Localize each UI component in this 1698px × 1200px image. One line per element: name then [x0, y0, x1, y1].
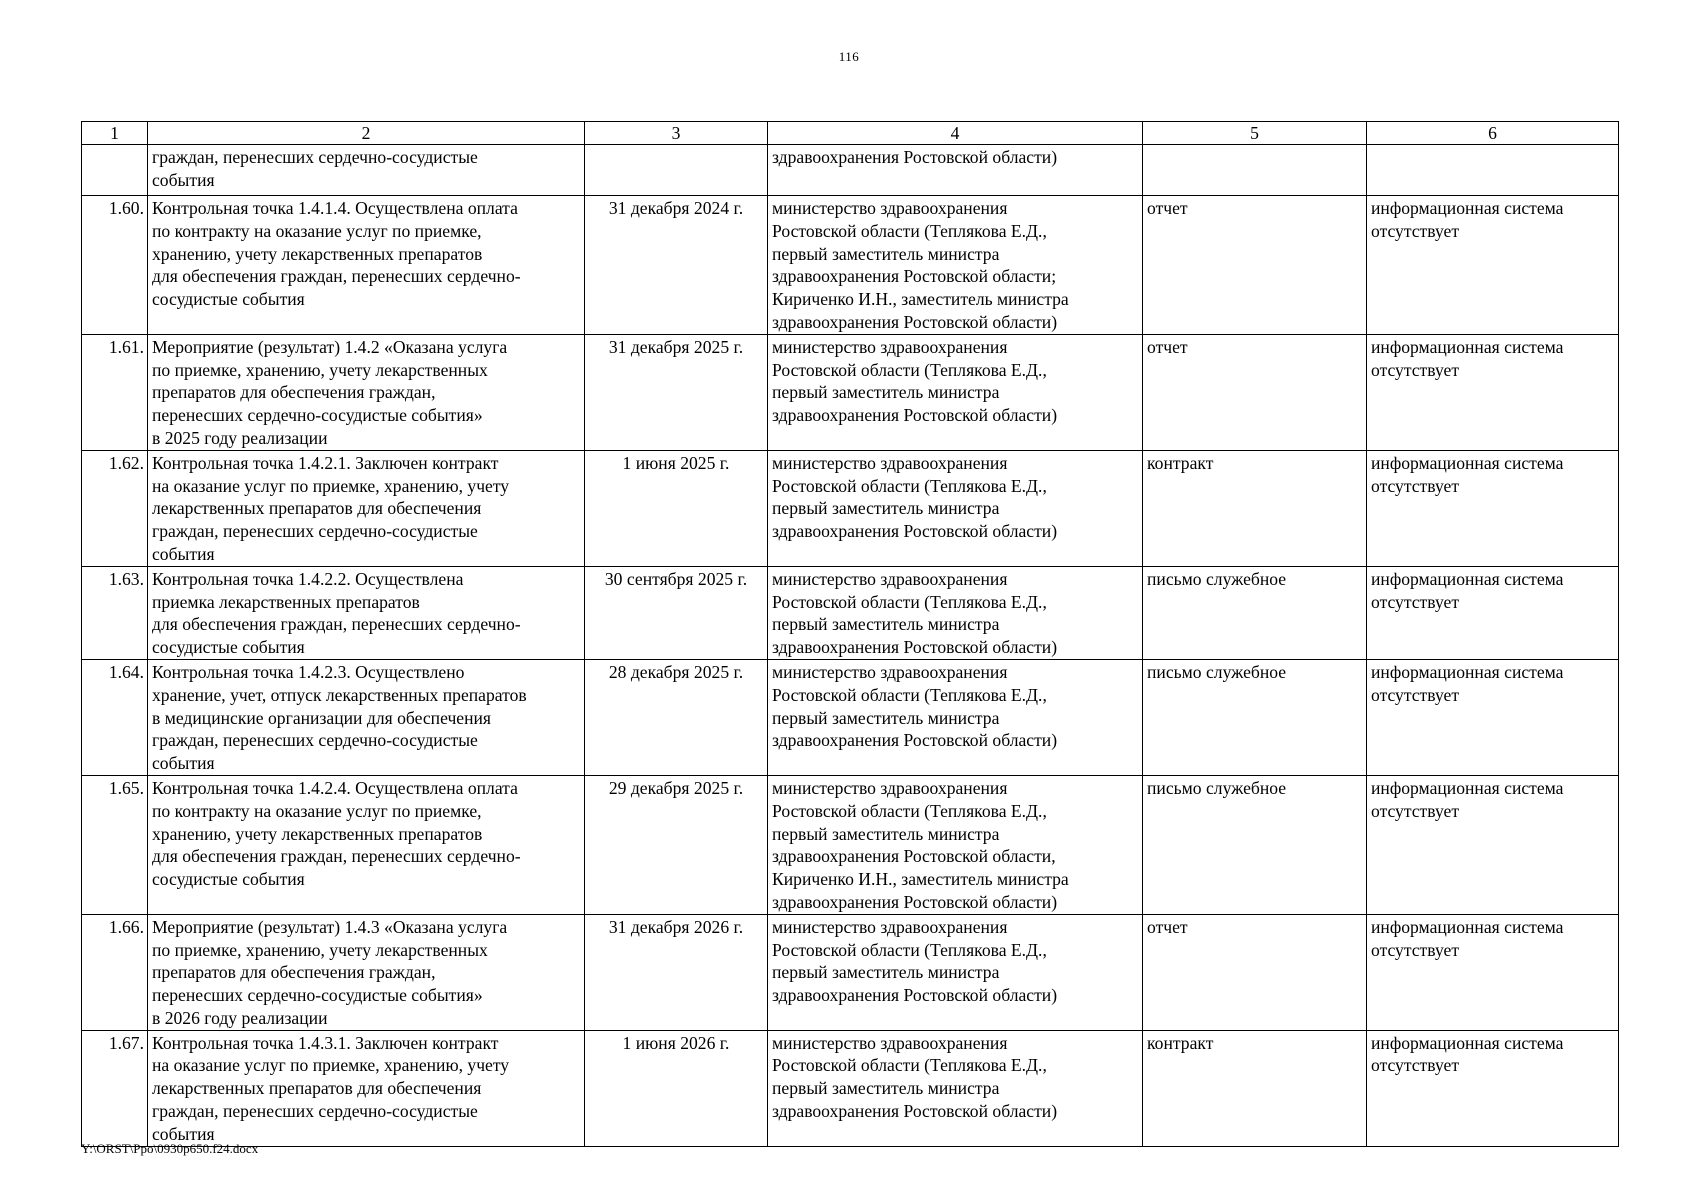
document-type-cell: письмо служебное — [1143, 659, 1367, 775]
date-cell: 1 июня 2026 г. — [585, 1030, 768, 1146]
date-cell: 31 декабря 2025 г. — [585, 334, 768, 450]
event-name-cell: Контрольная точка 1.4.3.1. Заключен контракт на оказание услуг по приемке, хранению, учету лекарственных препаратов для обеспечения граждан, перенесших сердечно-сосудистые события — [148, 1030, 585, 1146]
column-header: 1 — [82, 122, 148, 145]
date-cell: 31 декабря 2026 г. — [585, 914, 768, 1030]
column-header: 5 — [1143, 122, 1367, 145]
info-system-cell: информационная система отсутствует — [1367, 566, 1619, 659]
responsible-cell: министерство здравоохранения Ростовской области (Теплякова Е.Д., первый заместитель министра здравоохранения Ростовской области; Кириченко И.Н., заместитель министра здравоохранения Ростовской области) — [768, 196, 1143, 335]
table-row — [82, 914, 1619, 1030]
event-name-cell: Контрольная точка 1.4.1.4. Осуществлена оплата по контракту на оказание услуг по приемке, хранению, учету лекарственных препаратов для обеспечения граждан, перенесших сердечно- сосудистые события — [148, 196, 585, 335]
row-number: 1.64. — [82, 659, 148, 775]
info-system-cell: информационная система отсутствует — [1367, 450, 1619, 566]
date-cell: 30 сентября 2025 г. — [585, 566, 768, 659]
row-number: 1.66. — [82, 914, 148, 1030]
page-number: 116 — [838, 49, 860, 64]
column-header: 3 — [585, 122, 768, 145]
info-system-cell: информационная система отсутствует — [1367, 334, 1619, 450]
date-cell: 29 декабря 2025 г. — [585, 775, 768, 914]
responsible-cell: министерство здравоохранения Ростовской области (Теплякова Е.Д., первый заместитель министра здравоохранения Ростовской области) — [768, 450, 1143, 566]
responsible-cell: министерство здравоохранения Ростовской области (Теплякова Е.Д., первый заместитель министра здравоохранения Ростовской области) — [768, 914, 1143, 1030]
event-name-cell: Контрольная точка 1.4.2.2. Осуществлена приемка лекарственных препаратов для обеспечения граждан, перенесших сердечно- сосудистые события — [148, 566, 585, 659]
schedule-table — [81, 121, 1619, 1147]
column-header: 2 — [148, 122, 585, 145]
event-name-cell: Мероприятие (результат) 1.4.3 «Оказана услуга по приемке, хранению, учету лекарственных препаратов для обеспечения граждан, перенесших сердечно-сосудистые события» в 2026 году реализации — [148, 914, 585, 1030]
file-path-footer: Y:\ORST\Ppo\0930p650.f24.docx — [81, 1141, 259, 1156]
info-system-cell — [1367, 145, 1619, 196]
event-name-cell: граждан, перенесших сердечно-сосудистые события — [148, 145, 585, 196]
document-type-cell: отчет — [1143, 334, 1367, 450]
date-cell: 1 июня 2025 г. — [585, 450, 768, 566]
document-type-cell: контракт — [1143, 450, 1367, 566]
document-type-cell — [1143, 145, 1367, 196]
info-system-cell: информационная система отсутствует — [1367, 775, 1619, 914]
table-row — [82, 659, 1619, 775]
responsible-cell: министерство здравоохранения Ростовской области (Теплякова Е.Д., первый заместитель министра здравоохранения Ростовской области) — [768, 1030, 1143, 1146]
responsible-cell: министерство здравоохранения Ростовской области (Теплякова Е.Д., первый заместитель министра здравоохранения Ростовской области, Кириченко И.Н., заместитель министра здравоохранения Ростовской области) — [768, 775, 1143, 914]
table-row — [82, 566, 1619, 659]
info-system-cell: информационная система отсутствует — [1367, 1030, 1619, 1146]
date-cell: 28 декабря 2025 г. — [585, 659, 768, 775]
table-row — [82, 145, 1619, 196]
info-system-cell: информационная система отсутствует — [1367, 196, 1619, 335]
table-row — [82, 1030, 1619, 1146]
date-cell — [585, 145, 768, 196]
column-header: 4 — [768, 122, 1143, 145]
row-number: 1.62. — [82, 450, 148, 566]
table-row — [82, 334, 1619, 450]
row-number — [82, 145, 148, 196]
event-name-cell: Контрольная точка 1.4.2.1. Заключен контракт на оказание услуг по приемке, хранению, учету лекарственных препаратов для обеспечения граждан, перенесших сердечно-сосудистые события — [148, 450, 585, 566]
column-header: 6 — [1367, 122, 1619, 145]
document-type-cell: письмо служебное — [1143, 775, 1367, 914]
table-row — [82, 196, 1619, 335]
document-type-cell: отчет — [1143, 196, 1367, 335]
responsible-cell: министерство здравоохранения Ростовской области (Теплякова Е.Д., первый заместитель министра здравоохранения Ростовской области) — [768, 659, 1143, 775]
info-system-cell: информационная система отсутствует — [1367, 659, 1619, 775]
document-type-cell: письмо служебное — [1143, 566, 1367, 659]
row-number: 1.60. — [82, 196, 148, 335]
event-name-cell: Контрольная точка 1.4.2.3. Осуществлено хранение, учет, отпуск лекарственных препаратов в медицинские организации для обеспечения граждан, перенесших сердечно-сосудистые события — [148, 659, 585, 775]
event-name-cell: Контрольная точка 1.4.2.4. Осуществлена оплата по контракту на оказание услуг по приемке, хранению, учету лекарственных препаратов для обеспечения граждан, перенесших сердечно- сосудистые события — [148, 775, 585, 914]
row-number: 1.67. — [82, 1030, 148, 1146]
row-number: 1.63. — [82, 566, 148, 659]
document-type-cell: отчет — [1143, 914, 1367, 1030]
date-cell: 31 декабря 2024 г. — [585, 196, 768, 335]
responsible-cell: здравоохранения Ростовской области) — [768, 145, 1143, 196]
row-number: 1.65. — [82, 775, 148, 914]
row-number: 1.61. — [82, 334, 148, 450]
table-row — [82, 450, 1619, 566]
responsible-cell: министерство здравоохранения Ростовской области (Теплякова Е.Д., первый заместитель министра здравоохранения Ростовской области) — [768, 334, 1143, 450]
info-system-cell: информационная система отсутствует — [1367, 914, 1619, 1030]
responsible-cell: министерство здравоохранения Ростовской области (Теплякова Е.Д., первый заместитель министра здравоохранения Ростовской области) — [768, 566, 1143, 659]
table-row — [82, 775, 1619, 914]
header-row — [82, 122, 1619, 145]
event-name-cell: Мероприятие (результат) 1.4.2 «Оказана услуга по приемке, хранению, учету лекарственных препаратов для обеспечения граждан, перенесших сердечно-сосудистые события» в 2025 году реализации — [148, 334, 585, 450]
document-type-cell: контракт — [1143, 1030, 1367, 1146]
